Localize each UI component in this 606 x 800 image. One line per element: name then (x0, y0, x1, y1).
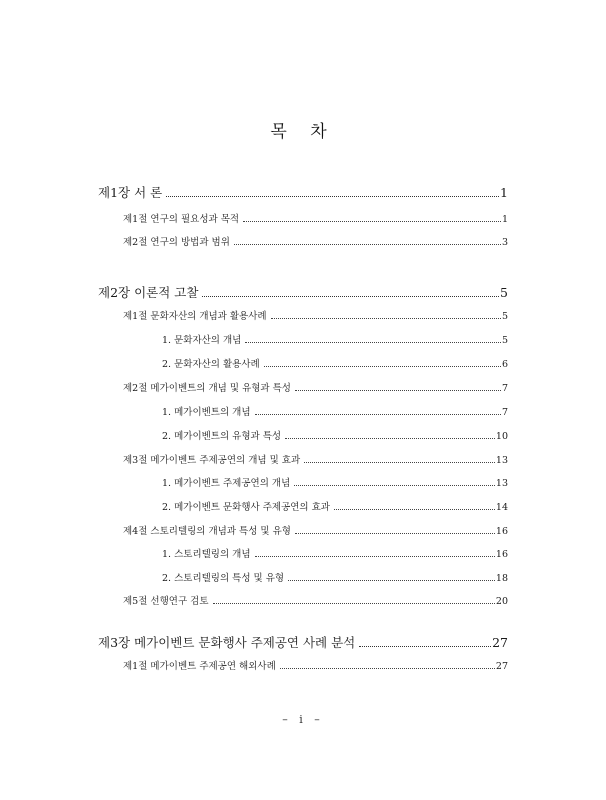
toc-item-entry[interactable] (162, 570, 508, 584)
dot-leader (294, 484, 495, 486)
toc-entry-label: 2. 메가이벤트 문화행사 주제공연의 효과 (162, 502, 330, 513)
toc-entry-label: 제2장 이론적 고찰 (98, 285, 199, 300)
toc-entry-label: 제1장 서 론 (98, 185, 163, 200)
dot-leader (271, 317, 501, 319)
toc-entry-page-number: 14 (495, 502, 508, 513)
dot-leader (213, 602, 495, 604)
dot-leader (304, 461, 495, 463)
toc-entry-page-number: 13 (495, 478, 508, 489)
page-title: 목 차 (270, 122, 336, 142)
toc-chapter-entry[interactable] (98, 283, 508, 301)
toc-section-entry[interactable] (123, 211, 508, 225)
toc-entry-page-number: 27 (492, 635, 508, 650)
toc-entry-page-number: 16 (495, 526, 508, 537)
toc-chapter-entry[interactable] (98, 183, 508, 201)
toc-entry-label: 제3절 메가이벤트 주제공연의 개념 및 효과 (123, 455, 301, 466)
toc-entry-label: 제5절 선행연구 검토 (123, 596, 209, 607)
toc-item-entry[interactable] (162, 356, 508, 370)
toc-chapter-entry[interactable] (98, 633, 508, 651)
toc-entry-page-number: 7 (501, 407, 508, 418)
toc-entry-label: 1. 스토리텔링의 개념 (162, 549, 251, 560)
toc-entry-page-number: 16 (495, 549, 508, 560)
toc-section-entry[interactable] (123, 234, 508, 248)
dot-leader (234, 243, 501, 245)
toc-entry-page-number: 7 (501, 383, 508, 394)
toc-entry-label: 1. 메가이벤트의 개념 (162, 407, 251, 418)
toc-item-entry[interactable] (162, 499, 508, 513)
toc-entry-page-number: 20 (495, 596, 508, 607)
dot-leader (334, 508, 495, 510)
toc-entry-page-number: 3 (501, 237, 508, 248)
toc-item-entry[interactable] (162, 404, 508, 418)
dot-leader (280, 667, 495, 669)
toc-entry-page-number: 18 (495, 573, 508, 584)
toc-entry-page-number: 1 (501, 214, 508, 225)
dot-leader (243, 220, 501, 222)
toc-section-entry[interactable] (123, 658, 508, 672)
dot-leader (166, 195, 499, 197)
toc-entry-page-number: 27 (495, 661, 508, 672)
toc-entry-label: 2. 문화자산의 활용사례 (162, 359, 260, 370)
toc-entry-page-number: 6 (501, 359, 508, 370)
toc-entry-label: 1. 문화자산의 개념 (162, 335, 242, 346)
toc-item-entry[interactable] (162, 428, 508, 442)
page-number: – i – (282, 713, 324, 726)
toc-item-entry[interactable] (162, 475, 508, 489)
toc-entry-page-number: 5 (500, 285, 508, 300)
dot-leader (295, 389, 501, 391)
toc-entry-label: 제1절 연구의 필요성과 목적 (123, 214, 240, 225)
dot-leader (295, 532, 495, 534)
toc-section-entry[interactable] (123, 380, 508, 394)
toc-entry-label: 제1절 문화자산의 개념과 활용사례 (123, 311, 267, 322)
toc-entry-label: 2. 스토리텔링의 특성 및 유형 (162, 573, 285, 584)
dot-leader (202, 295, 499, 297)
dot-leader (288, 579, 495, 581)
toc-entry-label: 제2절 연구의 방법과 범위 (123, 237, 230, 248)
dot-leader (245, 341, 501, 343)
toc-entry-label: 2. 메가이벤트의 유형과 특성 (162, 431, 282, 442)
dot-leader (255, 413, 501, 415)
toc-entry-label: 제2절 메가이벤트의 개념 및 유형과 특성 (123, 383, 291, 394)
toc-entry-page-number: 1 (500, 185, 508, 200)
toc-section-entry[interactable] (123, 593, 508, 607)
toc-entry-page-number: 5 (501, 311, 508, 322)
toc-section-entry[interactable] (123, 523, 508, 537)
toc-entry-page-number: 5 (501, 335, 508, 346)
toc-section-entry[interactable] (123, 308, 508, 322)
dot-leader (264, 365, 501, 367)
dot-leader (359, 645, 491, 647)
toc-entry-label: 1. 메가이벤트 주제공연의 개념 (162, 478, 291, 489)
dot-leader (285, 437, 495, 439)
toc-entry-page-number: 13 (495, 455, 508, 466)
toc-section-entry[interactable] (123, 452, 508, 466)
toc-entry-label: 제4절 스토리텔링의 개념과 특성 및 유형 (123, 526, 291, 537)
toc-item-entry[interactable] (162, 332, 508, 346)
dot-leader (255, 555, 495, 557)
toc-entry-label: 제3장 메가이벤트 문화행사 주제공연 사례 분석 (98, 635, 356, 650)
toc-entry-label: 제1절 메가이벤트 주제공연 해외사례 (123, 661, 276, 672)
toc-entry-page-number: 10 (495, 431, 508, 442)
toc-item-entry[interactable] (162, 546, 508, 560)
